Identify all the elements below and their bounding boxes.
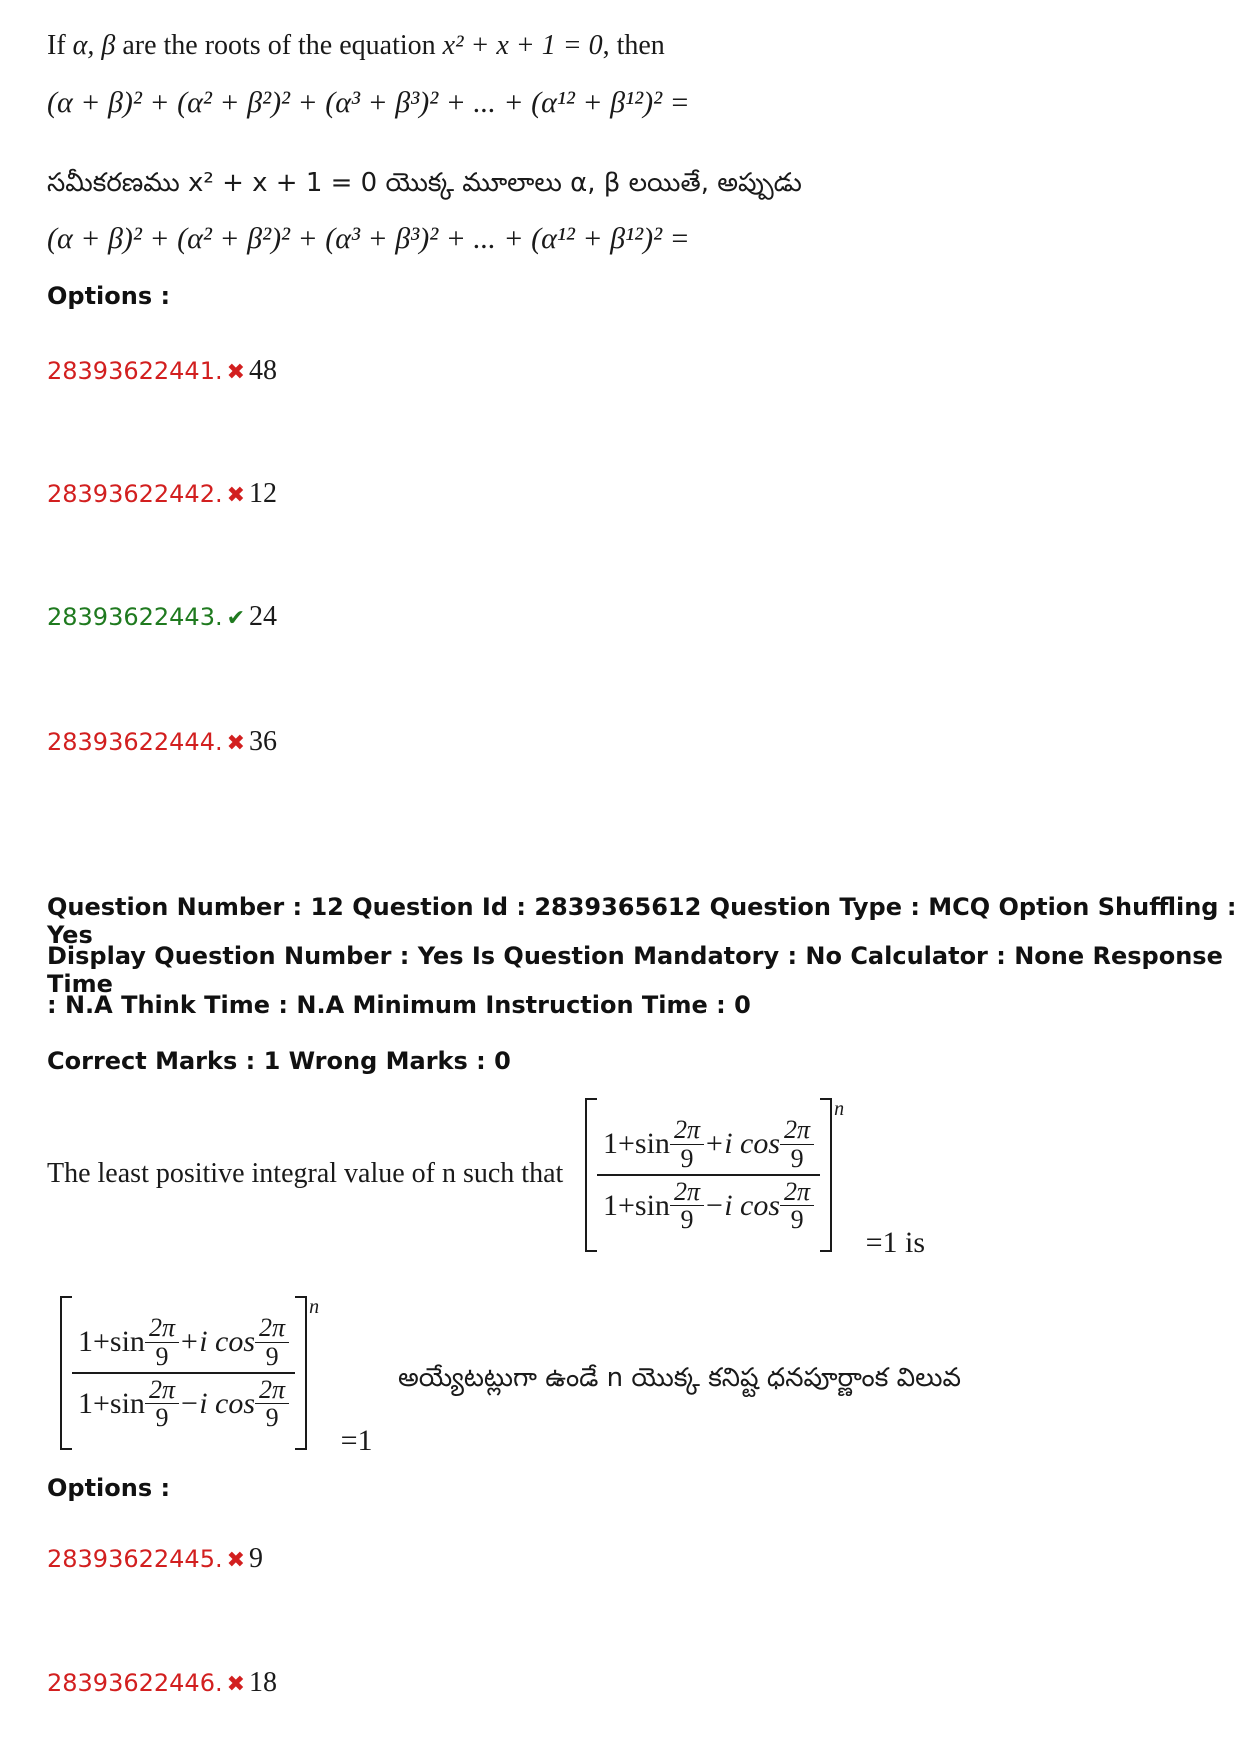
q12-meta-line3: : N.A Think Time : N.A Minimum Instruction Time : 0 (47, 991, 751, 1019)
option-row[interactable] (47, 1667, 277, 1699)
option-id: 28393622446. (47, 1669, 223, 1697)
q12-meta-line1: Question Number : 12 Question Id : 2839365612 Question Type : MCQ Option Shuffling : Yes (47, 893, 1237, 949)
option-id: 28393622441. (47, 357, 223, 385)
option-value: 12 (249, 478, 278, 509)
option-value: 18 (249, 1667, 278, 1698)
option-row[interactable] (47, 726, 277, 758)
q12-question-suffix: =1 is (865, 1226, 926, 1259)
option-value: 9 (249, 1543, 264, 1574)
q12-telugu-text: అయ్యేటట్లుగా ఉండే n యొక్క కనిష్ట ధనపూర్ణాంక విలువ (398, 1363, 961, 1393)
cross-icon: ✖ (226, 1672, 246, 1697)
q11-series-expression: (α + β)² + (α² + β²)² + (α³ + β³)² + ... + (α¹² + β¹²)² = (47, 86, 690, 119)
bracket-expression: 1+sin $\frac{2\pi}{9}$ +i cos $\frac{2\pi}{9}$ 1+sin $\frac{2\pi}{9}$ −i cos $\frac{2\pi}{9}$ n (60, 1296, 319, 1450)
q12-marks-line: Correct Marks : 1 Wrong Marks : 0 (47, 1047, 511, 1075)
q12-question-text: The least positive integral value of n such that (47, 1158, 564, 1189)
q12-meta-line2: Display Question Number : Yes Is Question Mandatory : No Calculator : None Response Time (47, 942, 1223, 998)
option-row[interactable] (47, 355, 277, 387)
cross-icon: ✖ (226, 360, 246, 385)
cross-icon: ✖ (226, 1548, 246, 1573)
q11-suffix: , then (602, 30, 665, 61)
option-value: 24 (249, 601, 278, 632)
q11-telugu-line: సమీకరణము x² + x + 1 = 0 యొక్క మూలాలు α, β లయితే, అప్పుడు (47, 168, 802, 198)
cross-icon: ✖ (226, 731, 246, 756)
q11-roots: α, β (72, 30, 116, 61)
option-value: 48 (249, 355, 278, 386)
bracket-expression: 1+sin $\frac{2\pi}{9}$ +i cos $\frac{2\pi}{9}$ 1+sin $\frac{2\pi}{9}$ −i cos $\frac{2\pi}{9}$ n (585, 1098, 844, 1252)
q11-mid: are the roots of the equation (122, 30, 436, 61)
option-id: 28393622443. (47, 603, 223, 631)
q11-equation: x² + x + 1 = 0 (442, 30, 603, 61)
q11-question-line1 (47, 30, 665, 62)
option-id: 28393622442. (47, 480, 223, 508)
q12-options-label: Options : (47, 1474, 171, 1502)
option-value: 36 (249, 726, 278, 757)
q12-telugu-formula: 1+sin $\frac{2\pi}{9}$ +i cos $\frac{2\pi}{9}$ 1+sin $\frac{2\pi}{9}$ −i cos $\frac{2\pi}{9}$ n =1 (60, 1296, 373, 1458)
option-id: 28393622444. (47, 728, 223, 756)
option-row[interactable] (47, 1543, 263, 1575)
q11-options-label: Options : (47, 282, 171, 310)
q11-prefix: If (47, 30, 66, 61)
check-icon: ✔ (226, 606, 246, 631)
option-row[interactable] (47, 601, 277, 633)
q11-telugu-series-expression: (α + β)² + (α² + β²)² + (α³ + β³)² + ... + (α¹² + β¹²)² = (47, 222, 690, 255)
cross-icon: ✖ (226, 483, 246, 508)
option-id: 28393622445. (47, 1545, 223, 1573)
option-row[interactable] (47, 478, 277, 510)
q12-english-formula (585, 1098, 925, 1260)
